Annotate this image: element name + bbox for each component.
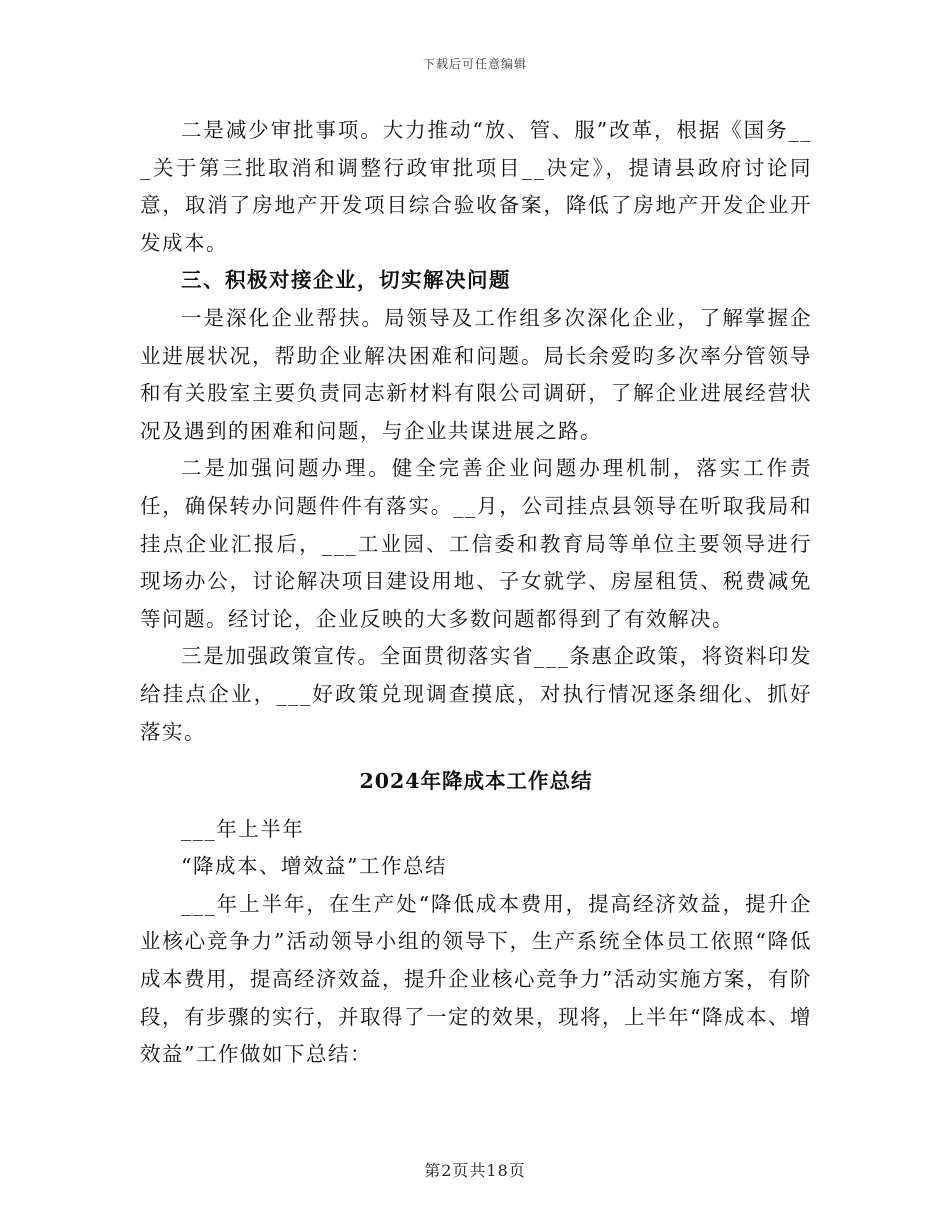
page-header: 下载后可任意编辑 <box>422 57 527 71</box>
paragraph: ___年上半年，在生产处“降低成本费用，提高经济效益，提升企业核心竞争力”活动领导小组的领导下，生产系统全体员工依照“降低成本费用，提高经济效益，提升企业核心竞争力”活动实施方案，有阶段，有步骤的实行，并取得了一定的效果，现将，上半年“降成本、增效益”工作做如下总结： <box>140 891 812 1067</box>
paragraph: “降成本、增效益”工作总结 <box>181 854 447 879</box>
section-heading: 三、积极对接企业，切实解决问题 <box>181 268 511 293</box>
document-title: 2024年降成本工作总结 <box>359 769 593 794</box>
paragraph: 三是加强政策宣传。全面贯彻落实省___条惠企政策，将资料印发给挂点企业，___好政策兑现调查摸底，对执行情况逐条细化、抓好落实。 <box>140 644 812 744</box>
document-body <box>140 112 812 1074</box>
paragraph: 二是加强问题办理。健全完善企业问题办理机制，落实工作责任，确保转办问题件件有落实。__月，公司挂点县领导在听取我局和挂点企业汇报后，___工业园、工信委和教育局等单位主要领导进行现场办公，讨论解决项目建设用地、子女就学、房屋租赁、税费减免等问题。经讨论，企业反映的大多数问题都得到了有效解决。 <box>140 456 812 631</box>
paragraph: 一是深化企业帮扶。局领导及工作组多次深化企业，了解掌握企业进展状况，帮助企业解决困难和问题。局长余爱昀多次率分管领导和有关股室主要负责同志新材料有限公司调研，了解企业进展经营状况及遇到的困难和问题，与企业共谋进展之路。 <box>140 305 812 443</box>
paragraph: ___年上半年 <box>181 816 305 841</box>
page-footer: 第2页共18页 <box>424 1161 526 1180</box>
paragraph: 二是减少审批事项。大力推动“放、管、服”改革，根据《国务___关于第三批取消和调整行政审批项目__决定》，提请县政府讨论同意，取消了房地产开发项目综合验收备案，降低了房地产开发企业开发成本。 <box>140 118 812 255</box>
